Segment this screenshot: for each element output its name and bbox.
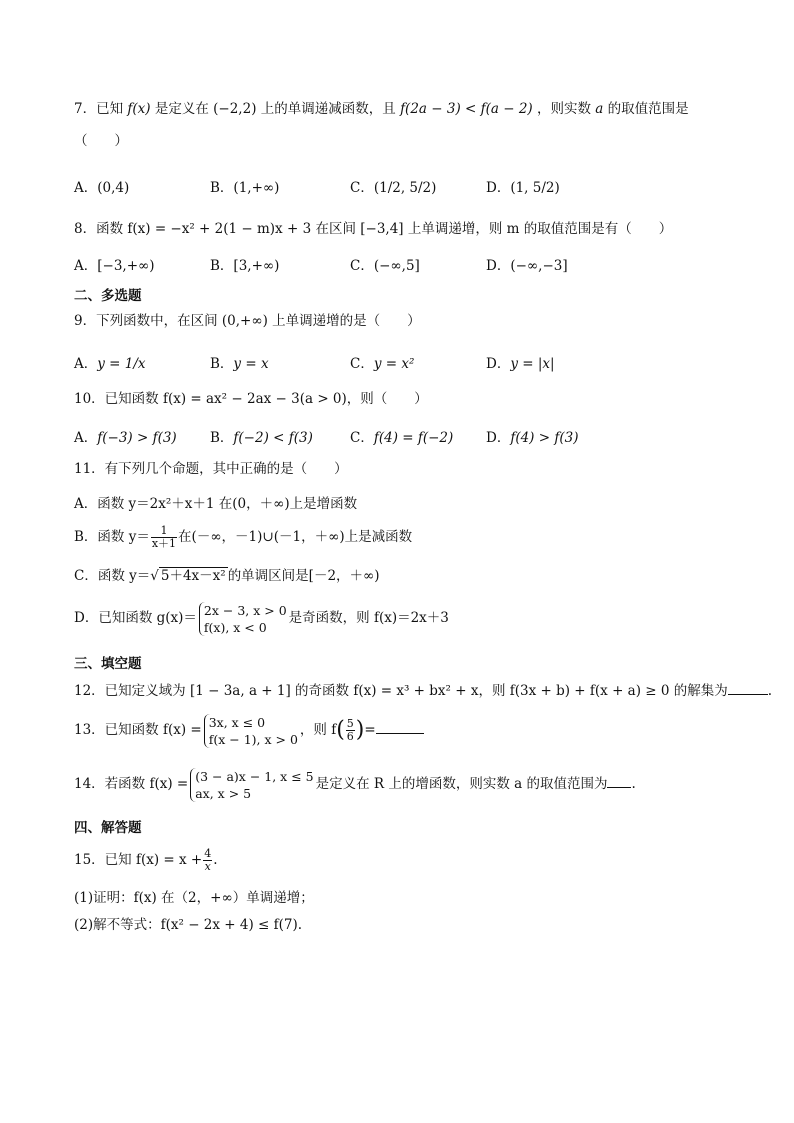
q8-option-d[interactable]: D．(−∞,−3] <box>486 258 568 274</box>
q13-piecewise: 3x, x ≤ 0 f(x − 1), x > 0 <box>204 714 298 748</box>
q7-options <box>74 176 714 200</box>
q11-option-c[interactable]: C．函数 y＝√ 5＋4x－x² 的单调区间是[－2，＋∞) <box>74 568 380 584</box>
q9-options <box>74 352 714 374</box>
q11-option-b[interactable]: B．函数 y＝ $\frac{1}{x+1}$ 在(－∞，－1)∪(－1，＋∞)上是减函数 <box>74 524 413 550</box>
q9-option-c[interactable]: C．y = x² <box>350 356 415 372</box>
q7-option-a[interactable]: A．(0,4) <box>74 180 130 196</box>
q7-answer-paren: （ ） <box>74 133 128 149</box>
q7-stem-a: 7．已知 <box>74 101 124 117</box>
q10-option-c[interactable]: C．f(4) = f(−2) <box>350 430 454 446</box>
q14-answer-blank[interactable] <box>607 773 631 788</box>
q7-var: a <box>595 101 604 117</box>
q9-option-b[interactable]: B．y = x <box>210 356 269 372</box>
q10-stem: 10．已知函数 f(x) = ax² − 2ax − 3(a > 0)，则（ ） <box>74 391 428 407</box>
q8-option-a[interactable]: A．[−3,+∞) <box>74 258 155 274</box>
q7-stem-e: 的取值范围是 <box>607 101 689 117</box>
q7-stem-d: ，则实数 <box>536 101 591 117</box>
q13-stem: 13．已知函数 f(x) = 3x, x ≤ 0 f(x − 1), x > 0 ，则 f( $\frac{5}{6}$ )= <box>74 710 424 751</box>
q14-stem: 14．若函数 f(x) = (3 − a)x − 1, x ≤ 5 ax, x > 5 是定义在 R 上的增函数，则实数 a 的取值范围为 . <box>74 768 636 801</box>
q15-part2: (2)解不等式：f(x² − 2x + 4) ≤ f(7). <box>74 917 303 933</box>
q9-option-a[interactable]: A．y = 1/x <box>74 356 146 372</box>
q11-stem: 11．有下列几个命题，其中正确的是（ ） <box>74 461 348 477</box>
q7-stem <box>74 100 689 118</box>
q12-stem: 12．已知定义域为 [1 − 3a, a + 1] 的奇函数 f(x) = x³ + bx² + x，则 f(3x + b) + f(x + a) ≥ 0 的解集为 . <box>74 680 772 700</box>
section-answer-heading: 四、解答题 <box>74 820 142 836</box>
q11-option-d[interactable]: D．已知函数 g(x)＝ 2x − 3, x > 0 f(x), x < 0 是奇函数，则 f(x)＝2x＋3 <box>74 602 449 635</box>
q7-option-b[interactable]: B．(1,+∞) <box>210 180 280 196</box>
q11-option-a[interactable]: A．函数 y＝2x²＋x＋1 在(0，＋∞)上是增函数 <box>74 496 358 512</box>
q8-options <box>74 254 714 274</box>
q15-stem: 15．已知 f(x) = x + $\frac{4}{x}$ . <box>74 847 218 873</box>
q12-answer-blank[interactable] <box>728 680 768 695</box>
q7-domain: (−2,2) <box>213 101 257 117</box>
q8-option-b[interactable]: B．[3,+∞) <box>210 258 280 274</box>
q10-option-d[interactable]: D．f(4) > f(3) <box>486 430 579 446</box>
q8-option-c[interactable]: C．(−∞,5] <box>350 258 420 274</box>
q11-d-piecewise: 2x − 3, x > 0 f(x), x < 0 <box>199 602 287 636</box>
q10-options <box>74 426 714 446</box>
q10-option-a[interactable]: A．f(−3) > f(3) <box>74 430 177 446</box>
q14-piecewise: (3 − a)x − 1, x ≤ 5 ax, x > 5 <box>190 768 313 802</box>
q9-stem: 9．下列函数中，在区间 (0,+∞) 上单调递增的是（ ） <box>74 313 421 329</box>
q10-option-b[interactable]: B．f(−2) < f(3) <box>210 430 313 446</box>
q7-option-c[interactable]: C．(1/2, 5/2) <box>350 180 437 196</box>
section-multi-choice-heading: 二、多选题 <box>74 288 142 304</box>
q15-part1: (1)证明：f(x) 在（2，+∞）单调递增； <box>74 890 314 906</box>
q15-fraction: $\frac{4}{x}$ <box>204 847 212 873</box>
q13-answer-blank[interactable] <box>376 719 424 734</box>
q7-fx: f(x) <box>127 101 151 117</box>
q11-c-radicand: 5＋4x－x² <box>160 568 226 584</box>
q7-stem-c: 上的单调递减函数，且 <box>260 101 396 117</box>
q7-ineq: f(2a − 3) < f(a − 2) <box>400 101 533 117</box>
q8-stem: 8．函数 f(x) = −x² + 2(1 − m)x + 3 在区间 [−3,4] 上单调递增，则 m 的取值范围是有（ ） <box>74 221 673 237</box>
section-fill-blank-heading: 三、填空题 <box>74 656 142 672</box>
q13-fraction: $\frac{5}{6}$ <box>346 717 354 743</box>
q7-option-d[interactable]: D．(1, 5/2) <box>486 180 560 196</box>
q7-stem-b: 是定义在 <box>154 101 209 117</box>
q9-option-d[interactable]: D．y = |x| <box>486 356 555 372</box>
q11-b-fraction: $\frac{1}{x+1}$ <box>151 524 177 550</box>
